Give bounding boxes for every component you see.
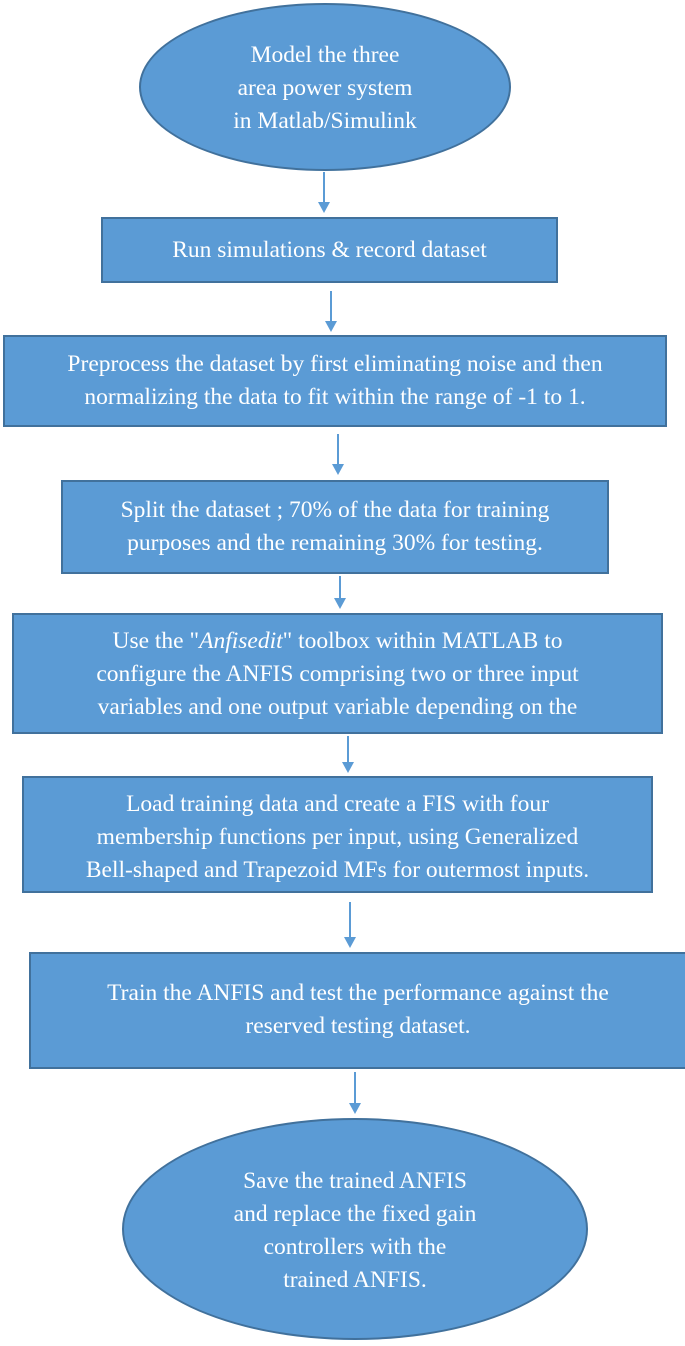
end-line-2: and replace the fixed gain — [233, 1201, 477, 1227]
step2-line-2: normalizing the data to fit within the range of -1 to 1. — [84, 384, 586, 410]
start-text — [233, 39, 416, 138]
start-ellipse — [139, 3, 511, 171]
step4-line-1-prefix: Use the " — [112, 628, 200, 654]
step1-line-1: Run simulations & record dataset — [172, 236, 487, 263]
step-run-simulations — [101, 217, 558, 283]
step-split-dataset — [61, 480, 609, 574]
step2-line-1: Preprocess the dataset by first eliminating noise and then — [67, 351, 603, 377]
step3-line-2: purposes and the remaining 30% for testing. — [127, 530, 543, 556]
end-line-3: controllers with the — [263, 1234, 447, 1260]
start-line-1: Model the three — [250, 41, 400, 68]
step4-line-3: variables and one output variable depending on the — [97, 694, 578, 720]
step-anfisedit — [12, 613, 663, 734]
start-line-2: area power system — [237, 74, 413, 101]
end-line-4: trained ANFIS. — [283, 1267, 427, 1293]
step5-line-2: membership functions per input, using Generalized — [96, 824, 579, 850]
step-preprocess — [3, 335, 667, 427]
end-ellipse — [122, 1118, 588, 1340]
step6-line-1: Train the ANFIS and test the performance against the — [107, 980, 609, 1006]
step6-line-2: reserved testing dataset. — [245, 1013, 471, 1039]
end-text — [234, 1165, 477, 1297]
step3-line-1: Split the dataset ; 70% of the data for training — [120, 497, 550, 523]
start-line-3: in Matlab/Simulink — [233, 107, 417, 134]
step-load-training — [22, 776, 653, 893]
step4-line-1-italic: Anfisedit — [199, 628, 283, 654]
step-train-anfis — [29, 952, 685, 1069]
step4-line-2: configure the ANFIS comprising two or three input — [96, 661, 579, 687]
step5-line-1: Load training data and create a FIS with four — [126, 791, 549, 817]
step4-line-1 — [96, 625, 578, 658]
step5-line-3: Bell-shaped and Trapezoid MFs for outermost inputs. — [85, 857, 590, 882]
step4-line-1-suffix: " toolbox within MATLAB to — [282, 628, 563, 654]
end-line-1: Save the trained ANFIS — [243, 1168, 467, 1194]
